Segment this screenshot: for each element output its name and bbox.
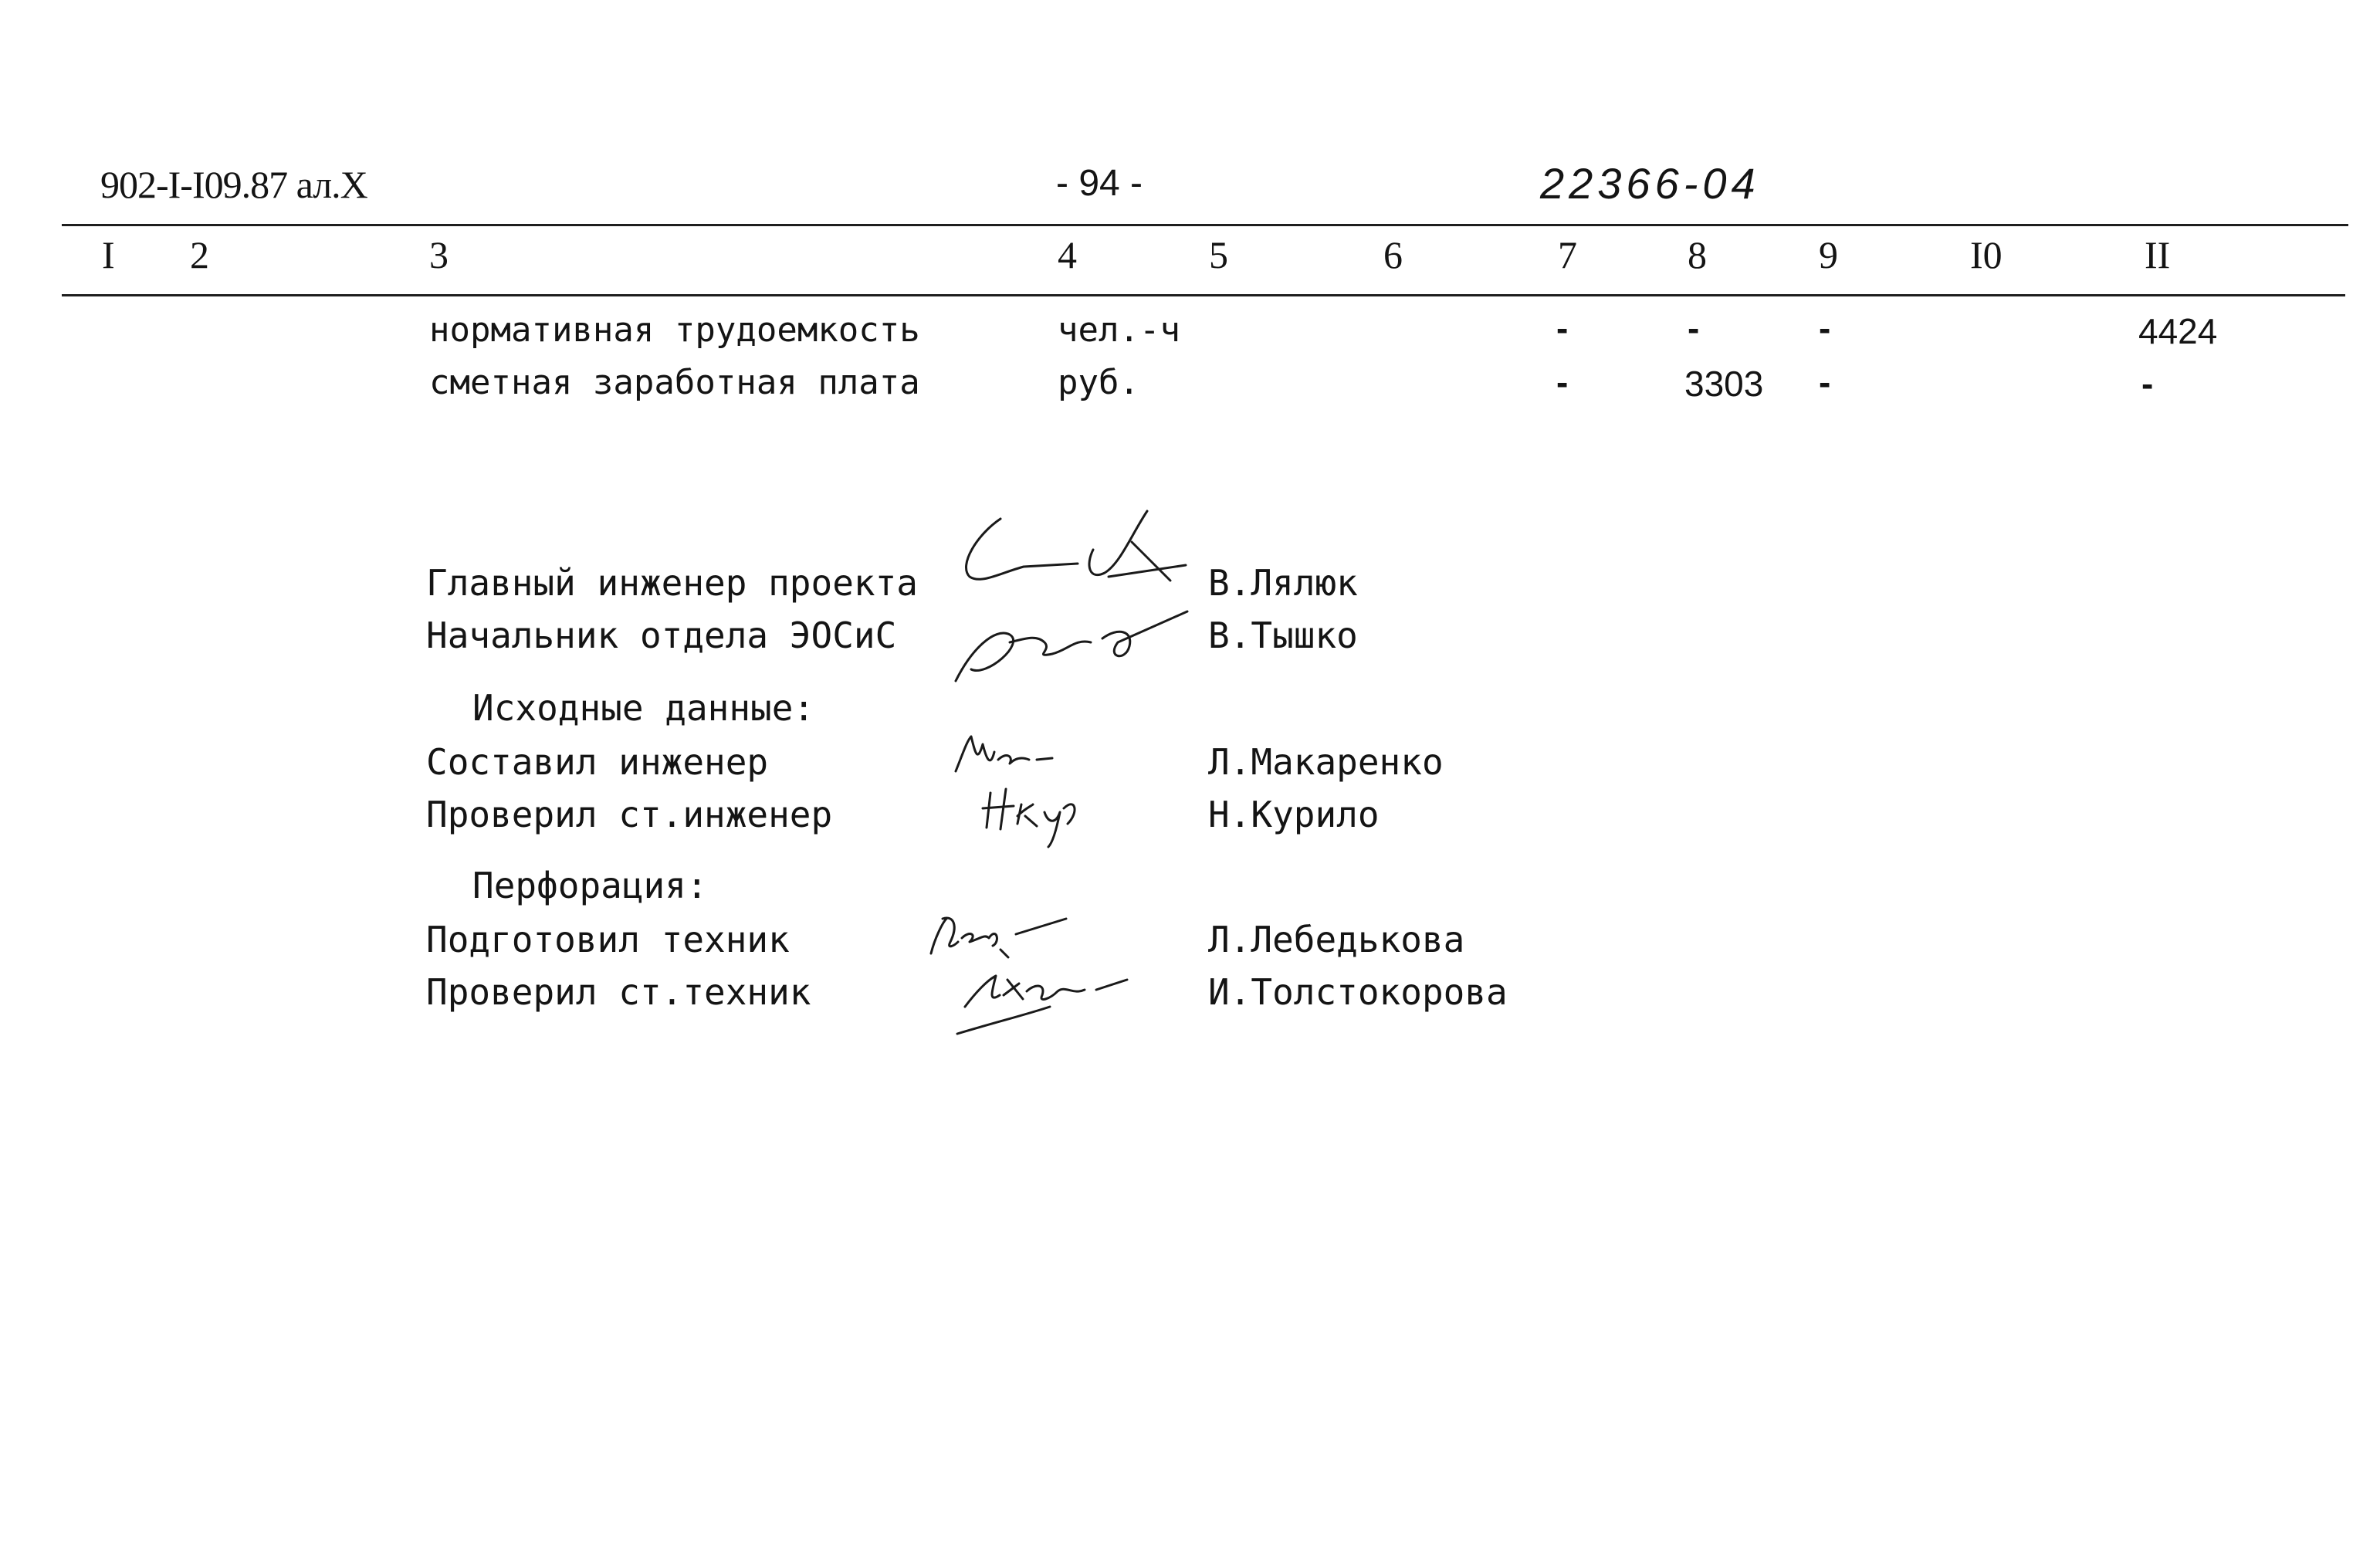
column-number-1: I <box>102 233 115 276</box>
row-col8: - <box>1688 308 1700 348</box>
signature-role-head: Начальник отдела ЭОСиС <box>426 615 897 656</box>
row-col11: - <box>2141 364 2154 404</box>
row-col9: - <box>1819 308 1831 348</box>
signature-role-chief: Главный инженер проекта <box>426 562 918 604</box>
column-number-8: 8 <box>1688 233 1707 276</box>
signature-prepared-image <box>923 903 1078 965</box>
row-col11: 4424 <box>2138 311 2218 351</box>
signature-compiled-image <box>948 729 1087 783</box>
row-col8: 3303 <box>1684 364 1764 404</box>
archive-number: 22366-04 <box>1540 159 1760 208</box>
column-number-7: 7 <box>1558 233 1577 276</box>
document-code: 902-I-I09.87 ал.X <box>100 163 367 206</box>
signature-name-checked-engineer: Н.Курило <box>1208 794 1380 835</box>
signature-name-compiled: Л.Макаренко <box>1208 741 1444 783</box>
signature-role-checked-technician: Проверил ст.техник <box>426 971 811 1013</box>
row-col7: - <box>1556 308 1569 348</box>
column-number-2: 2 <box>190 233 209 276</box>
row-label: сметная заработная плата <box>429 363 920 402</box>
page-number: - 94 - <box>1056 163 1143 204</box>
source-data-heading: Исходные данные: <box>472 687 815 729</box>
column-number-10: I0 <box>1970 233 2003 276</box>
table-header-rule <box>62 294 2345 296</box>
row-col9: - <box>1819 362 1831 402</box>
signature-role-checked-engineer: Проверил ст.инженер <box>426 794 833 835</box>
row-label: нормативная трудоемкость <box>429 310 920 350</box>
signature-name-head: В.Тышко <box>1208 615 1358 656</box>
row-col7: - <box>1556 362 1569 402</box>
signature-name-checked-technician: И.Толстокорова <box>1208 971 1508 1013</box>
row-unit: руб. <box>1058 363 1139 402</box>
row-unit: чел.-ч <box>1058 310 1180 350</box>
table-top-rule <box>62 224 2348 226</box>
column-number-6: 6 <box>1383 233 1403 276</box>
column-number-4: 4 <box>1058 233 1077 276</box>
signature-chief-image <box>954 503 1209 596</box>
signature-role-prepared: Подготовил техник <box>426 919 790 960</box>
column-number-9: 9 <box>1819 233 1838 276</box>
signature-name-prepared: Л.Лебедькова <box>1208 919 1465 960</box>
signature-name-chief: В.Лялюк <box>1208 562 1358 604</box>
column-number-11: II <box>2145 233 2171 276</box>
signature-checked-engineer-image <box>979 781 1102 851</box>
signature-head-image <box>940 596 1203 689</box>
signature-checked-technician-image <box>950 960 1150 1038</box>
signature-role-compiled: Составил инженер <box>426 741 769 783</box>
column-number-5: 5 <box>1209 233 1228 276</box>
perforation-heading: Перфорация: <box>472 865 708 906</box>
column-number-3: 3 <box>429 233 449 276</box>
